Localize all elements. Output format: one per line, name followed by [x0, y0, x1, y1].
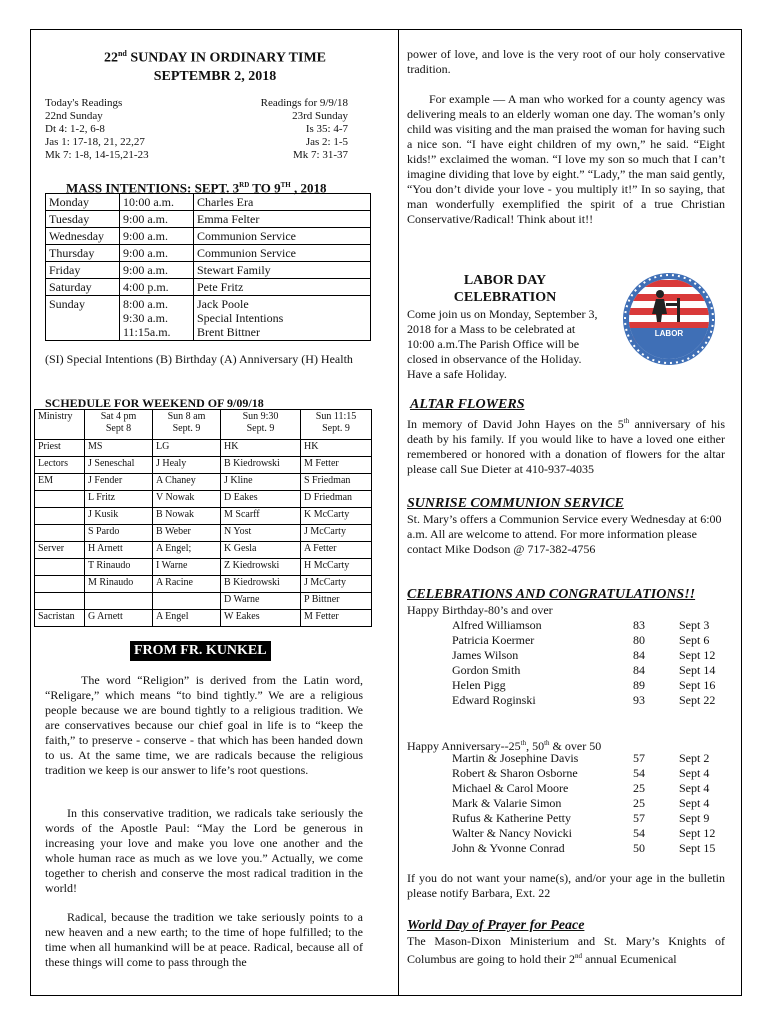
schedule-header-cell [35, 410, 85, 440]
list-name: James Wilson [452, 648, 519, 662]
schedule-title: SCHEDULE FOR WEEKEND OF 9/09/18 [45, 396, 264, 410]
list-date: Sept 15 [679, 841, 716, 855]
list-name: Robert & Sharon Osborne [452, 766, 578, 780]
schedule-row [35, 559, 372, 576]
list-date: Sept 4 [679, 796, 710, 810]
schedule-cell: M Rinaudo [85, 576, 153, 593]
mass-time-value: 9:00 a.m. [123, 212, 168, 226]
sunrise-title: SUNRISE COMMUNION SERVICE [407, 496, 624, 511]
list-number: 25 [633, 781, 645, 795]
mass-row [46, 262, 371, 279]
schedule-ministry [35, 508, 85, 525]
list-item [452, 678, 722, 693]
schedule-cell: D Friedman [301, 491, 372, 508]
schedule-row [35, 457, 372, 474]
mass-row [46, 245, 371, 262]
schedule-row [35, 440, 372, 457]
list-number: 84 [633, 648, 645, 662]
list-number: 83 [633, 618, 645, 632]
mass-time-value: 9:00 a.m. [123, 229, 168, 243]
mass-intention [194, 262, 371, 279]
list-number: 57 [633, 811, 645, 825]
mass-time-value: 9:00 a.m. [123, 263, 168, 277]
mass-time [120, 211, 194, 228]
schedule-cell: MS [85, 440, 153, 457]
kunkel-paragraph-3: Radical, because the tradition we take seriously points to a new heaven and a new earth; to the time of hope fulfilled; to the time when all humankind will be at peace. Radical, because all of these things will come to pass through the [45, 910, 363, 969]
list-name: Alfred Williamson [452, 618, 542, 632]
list-date: Sept 12 [679, 826, 716, 840]
schedule-header-cell [85, 410, 153, 440]
list-date: Sept 6 [679, 633, 710, 647]
schedule-table [34, 409, 372, 627]
schedule-cell: J Kline [221, 474, 301, 491]
schedule-row [35, 525, 372, 542]
mass-intention-value: Emma Felter [197, 212, 260, 226]
list-date: Sept 22 [679, 693, 716, 707]
schedule-ministry: Sacristan [35, 610, 85, 627]
schedule-cell: W Eakes [221, 610, 301, 627]
mass-day: Tuesday [46, 211, 120, 228]
mass-time-value: 9:00 a.m. [123, 246, 168, 260]
schedule-cell: J Fender [85, 474, 153, 491]
schedule-cell: D Warne [221, 593, 301, 610]
badge-label: LABOR [654, 329, 684, 338]
mass-time [120, 194, 194, 211]
schedule-cell: LG [153, 440, 221, 457]
schedule-cell [153, 593, 221, 610]
schedule-cell: J McCarty [301, 525, 372, 542]
schedule-cell: M Fetter [301, 610, 372, 627]
schedule-header-cell [153, 410, 221, 440]
list-name: John & Yvonne Conrad [452, 841, 565, 855]
mass-row [46, 211, 371, 228]
mass-time [120, 245, 194, 262]
schedule-header-line: Sept. 9 [246, 423, 275, 434]
list-number: 80 [633, 633, 645, 647]
mass-row [46, 279, 371, 296]
mass-row [46, 194, 371, 211]
column-divider [398, 29, 399, 996]
schedule-header-line: Sept 8 [105, 423, 132, 434]
mass-intention-value: Pete Fritz [197, 280, 244, 294]
list-number: 57 [633, 751, 645, 765]
schedule-cell: HK [221, 440, 301, 457]
sunrise-body: St. Mary’s offers a Communion Service every Wednesday at 6:00 a.m. All are welcome to attend. For more information please contact Mike Dodson @ 717-382-4756 [407, 512, 722, 556]
labor-day-badge-icon [614, 270, 724, 368]
schedule-cell: B Kiedrowski [221, 457, 301, 474]
mass-intention [194, 194, 371, 211]
list-name: Helen Pigg [452, 678, 506, 692]
list-number: 54 [633, 826, 645, 840]
list-name: Mark & Valarie Simon [452, 796, 562, 810]
kunkel-paragraph-2: In this conservative tradition, we radicals take seriously the words of the Apostle Paul: “May the Lord be generous in increasing your love and make you love one another and the whole human race as much as we love you.” Actually, we come together to cherish and conserve the most radical tradition in the world! [45, 806, 363, 895]
mass-time-value: 10:00 a.m. [123, 195, 174, 209]
mass-intention [194, 245, 371, 262]
schedule-cell: A Fetter [301, 542, 372, 559]
schedule-header-line: Sun 11:15 [315, 411, 357, 422]
mass-row [46, 296, 371, 341]
schedule-cell: H McCarty [301, 559, 372, 576]
list-date: Sept 9 [679, 811, 710, 825]
prayer-title: World Day of Prayer for Peace [407, 918, 585, 933]
celebrations-title: CELEBRATIONS AND CONGRATULATIONS!! [407, 587, 696, 602]
list-date: Sept 14 [679, 663, 716, 677]
schedule-ministry [35, 576, 85, 593]
schedule-cell: A Engel; [153, 542, 221, 559]
schedule-cell: M Scarff [221, 508, 301, 525]
mass-day: Monday [46, 194, 120, 211]
list-item [452, 781, 722, 796]
mass-time [120, 296, 194, 341]
list-item [452, 633, 722, 648]
list-number: 84 [633, 663, 645, 677]
mass-intention-value: Brent Bittner [197, 325, 260, 339]
list-item [452, 751, 722, 766]
schedule-cell: K Gesla [221, 542, 301, 559]
next-readings: Readings for 9/9/18 23rd Sunday Is 35: 4-7 Jas 2: 1-5 Mk 7: 31-37 [260, 97, 348, 161]
mass-time-value: 9:30 a.m. [123, 311, 168, 325]
labor-day-title: LABOR DAY CELEBRATION [453, 273, 557, 305]
schedule-row [35, 576, 372, 593]
schedule-cell [85, 593, 153, 610]
schedule-cell: M Fetter [301, 457, 372, 474]
schedule-row [35, 508, 372, 525]
mass-intention [194, 296, 371, 341]
mass-day: Saturday [46, 279, 120, 296]
page-title: 22nd SUNDAY IN ORDINARY TIME SEPTEMBR 2, 2018 [40, 45, 390, 86]
list-name: Gordon Smith [452, 663, 521, 677]
mass-time-value: 11:15a.m. [123, 325, 171, 339]
mass-legend: (SI) Special Intentions (B) Birthday (A) Anniversary (H) Health [45, 352, 353, 366]
mass-intention-value: Jack Poole [197, 297, 249, 311]
list-item [452, 618, 722, 633]
schedule-row [35, 542, 372, 559]
schedule-cell: V Nowak [153, 491, 221, 508]
list-date: Sept 3 [679, 618, 710, 632]
schedule-cell: B Kiedrowski [221, 576, 301, 593]
schedule-cell: HK [301, 440, 372, 457]
schedule-cell: K McCarty [301, 508, 372, 525]
schedule-cell: J Healy [153, 457, 221, 474]
schedule-header-line: Sun 9:30 [242, 411, 279, 422]
schedule-header-cell [301, 410, 372, 440]
schedule-cell: S Pardo [85, 525, 153, 542]
schedule-cell: G Arnett [85, 610, 153, 627]
anniversary-list [452, 751, 722, 856]
list-name: Edward Roginski [452, 693, 536, 707]
mass-intention-value: Stewart Family [197, 263, 271, 277]
list-item [452, 826, 722, 841]
schedule-cell: P Bittner [301, 593, 372, 610]
page-date: SEPTEMBR 2, 2018 [153, 68, 277, 84]
birthday-label: Happy Birthday-80’s and over [407, 603, 553, 617]
schedule-cell: S Friedman [301, 474, 372, 491]
schedule-header-cell [221, 410, 301, 440]
mass-day: Wednesday [46, 228, 120, 245]
schedule-cell: A Chaney [153, 474, 221, 491]
schedule-cell: L Fritz [85, 491, 153, 508]
list-date: Sept 12 [679, 648, 716, 662]
mass-time-value: 4:00 p.m. [123, 280, 169, 294]
schedule-cell: T Rinaudo [85, 559, 153, 576]
schedule-cell: A Racine [153, 576, 221, 593]
list-name: Martin & Josephine Davis [452, 751, 579, 765]
schedule-cell: A Engel [153, 610, 221, 627]
mass-row [46, 228, 371, 245]
schedule-ministry: Server [35, 542, 85, 559]
mass-day: Sunday [46, 296, 120, 341]
schedule-cell: J Seneschal [85, 457, 153, 474]
schedule-row [35, 610, 372, 627]
list-item [452, 841, 722, 856]
schedule-header-line: Sun 8 am [167, 411, 206, 422]
schedule-cell: J Kusik [85, 508, 153, 525]
list-number: 54 [633, 766, 645, 780]
schedule-cell: J McCarty [301, 576, 372, 593]
kunkel-paragraph-1: The word “Religion” is derived from the Latin word, “Religare,” which means “to bind tightly.” We are a religious people because we are bound tightly to a religious tradition. We are conservatives because our chief goal in life is to “keep the faith,” to preserve - conserve - that which has been handed down to us. At the same time, we are radicals because the religious tradition we keep is our answer to life’s root questions. [45, 673, 363, 777]
list-item [452, 811, 722, 826]
mass-time-value: 8:00 a.m. [123, 297, 168, 311]
labor-day-body: Come join us on Monday, September 3, 2018 for a Mass to be celebrated at 10:00 a.m.The Parish Office will be closed in observance of the Holiday. Have a safe Holiday. [407, 307, 598, 381]
list-number: 50 [633, 841, 645, 855]
schedule-cell: B Weber [153, 525, 221, 542]
schedule-row [35, 491, 372, 508]
schedule-ministry [35, 559, 85, 576]
list-item [452, 796, 722, 811]
mass-intention [194, 228, 371, 245]
mass-intentions-table [45, 193, 371, 341]
list-item [452, 648, 722, 663]
schedule-ministry [35, 525, 85, 542]
schedule-cell: Z Kiedrowski [221, 559, 301, 576]
list-name: Patricia Koermer [452, 633, 535, 647]
schedule-ministry: Lectors [35, 457, 85, 474]
schedule-row [35, 474, 372, 491]
schedule-header-line: Ministry [38, 411, 73, 422]
todays-readings: Today's Readings 22nd Sunday Dt 4: 1-2, 6-8 Jas 1: 17-18, 21, 22,27 Mk 7: 1-8, 14-15,21-23 [45, 97, 149, 161]
mass-time [120, 262, 194, 279]
schedule-header-line: Sept. 9 [172, 423, 201, 434]
list-number: 89 [633, 678, 645, 692]
schedule-ministry [35, 593, 85, 610]
schedule-cell: H Arnett [85, 542, 153, 559]
prayer-body: The Mason-Dixon Ministerium and St. Mary’s Knights of Columbus are going to hold their 2nd annual Ecumenical [407, 934, 725, 966]
mass-day: Thursday [46, 245, 120, 262]
altar-flowers-body: In memory of David John Hayes on the 5th anniversary of his death by his family. If you would like to have a loved one either remembered or honored with a donation of flowers for the altar please call Sue Dieter at 410-937-4035 [407, 417, 725, 476]
mass-intention-value: Communion Service [197, 246, 296, 260]
schedule-cell: D Eakes [221, 491, 301, 508]
celebrations-note: If you do not want your name(s), and/or your age in the bulletin please notify Barbara, Ext. 22 [407, 871, 725, 900]
fr-kunkel-heading: FROM FR. KUNKEL [130, 641, 271, 661]
schedule-row [35, 593, 372, 610]
schedule-header-line: Sept. 9 [322, 423, 350, 434]
list-date: Sept 4 [679, 766, 710, 780]
kunkel-paragraph-4: power of love, and love is the very root of our holy conservative tradition. [407, 47, 725, 76]
mass-time [120, 228, 194, 245]
schedule-cell: B Nowak [153, 508, 221, 525]
schedule-ministry: Priest [35, 440, 85, 457]
mass-intention-value: Charles Era [197, 195, 254, 209]
altar-flowers-title: ALTAR FLOWERS [410, 397, 525, 412]
schedule-cell: N Yost [221, 525, 301, 542]
list-item [452, 663, 722, 678]
list-date: Sept 16 [679, 678, 716, 692]
mass-intention [194, 279, 371, 296]
kunkel-paragraph-5: For example — A man who worked for a county agency was delivering meals to an elderly woman one day. The woman’s only child was visiting and the man praised the woman for having such a nice son. “I have eight children of my own,” he said. “Eight kids!” exclaimed the woman. “I love my son so much that I can’t imagine dividing that love by eight.” “Lady,” the man said gently, “You don’t divide your love - you multiply it!” In so saying, that man wonderfully exemplified the spirit of a true Christian Conservative/Radical! Think about it!! [407, 92, 725, 226]
list-item [452, 766, 722, 781]
mass-time [120, 279, 194, 296]
mass-intention [194, 211, 371, 228]
anniversary-label: Happy Anniversary--25th, 50th & over 50 [407, 739, 602, 753]
list-name: Michael & Carol Moore [452, 781, 569, 795]
list-date: Sept 2 [679, 751, 710, 765]
schedule-ministry: EM [35, 474, 85, 491]
list-number: 93 [633, 693, 645, 707]
schedule-cell: I Warne [153, 559, 221, 576]
list-date: Sept 4 [679, 781, 710, 795]
list-item [452, 693, 722, 708]
mass-intention-value: Communion Service [197, 229, 296, 243]
list-number: 25 [633, 796, 645, 810]
schedule-ministry [35, 491, 85, 508]
birthday-list [452, 618, 722, 708]
mass-intentions-title: MASS INTENTIONS: SEPT. 3RD TO 9TH , 2018 [66, 180, 327, 196]
list-name: Rufus & Katherine Petty [452, 811, 571, 825]
mass-intention-value: Special Intentions [197, 311, 284, 325]
schedule-header-row [35, 410, 372, 440]
mass-day: Friday [46, 262, 120, 279]
list-name: Walter & Nancy Novicki [452, 826, 572, 840]
schedule-header-line: Sat 4 pm [100, 411, 137, 422]
